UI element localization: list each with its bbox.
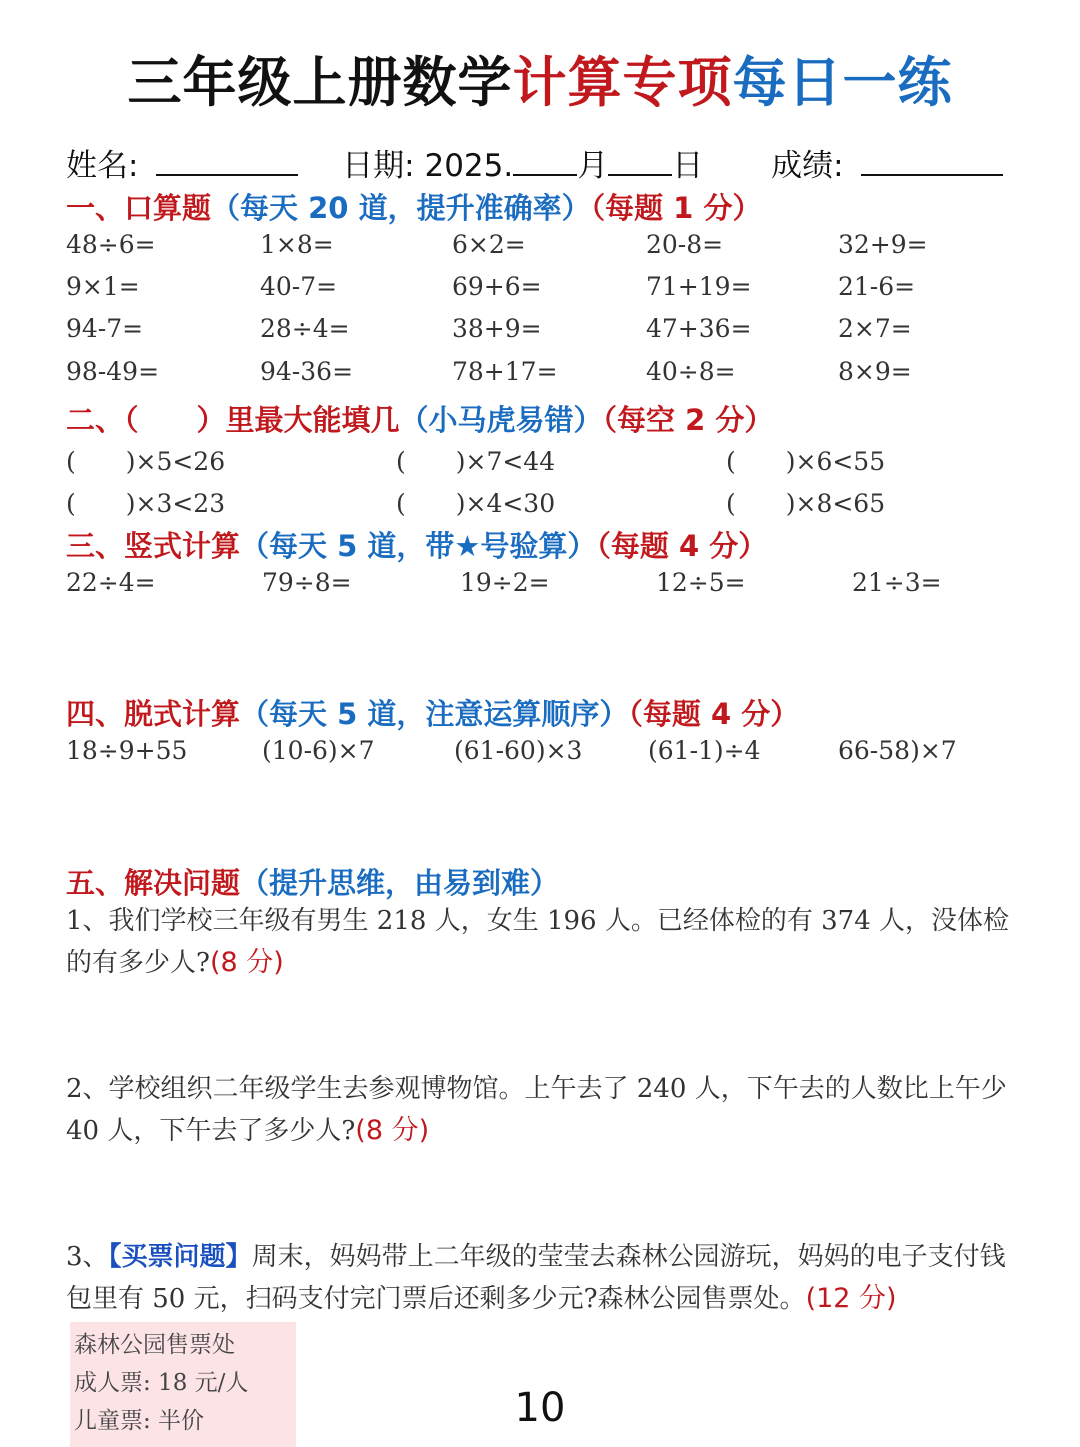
oral-problem: 28÷4= [260, 314, 350, 343]
stepwise-problem: (61-1)÷4 [648, 736, 761, 765]
fill-problem[interactable]: ( )×6<55 [726, 447, 886, 476]
vertical-problem: 12÷5= [656, 568, 746, 597]
fill-problem[interactable]: ( )×4<30 [396, 489, 556, 518]
oral-problem: 94-7= [66, 314, 144, 343]
section-fill-title: 二、（ ）里最大能填几 [66, 403, 400, 437]
name-blank[interactable] [156, 146, 298, 176]
word-problem-3-tag: 【买票问题】 [108, 1242, 252, 1272]
oral-problem: 2×7= [838, 314, 912, 343]
section-fill-score: （每空 2 分） [602, 403, 774, 437]
oral-problem: 78+17= [452, 357, 558, 386]
section-stepwise-title: 四、脱式计算 [66, 697, 241, 731]
section-vertical-desc: （每天 5 道，带★号验算） [240, 529, 597, 563]
word-problem-2-text: 2、学校组织二年级学生去参观博物馆。上午去了 240 人，下午去的人数比上午少 40 人，下午去了多少人? [66, 1074, 1007, 1146]
section-word-problems-heading [66, 861, 559, 902]
oral-problem: 9×1= [66, 272, 140, 301]
oral-row [66, 357, 1046, 397]
page-number: 10 [514, 1385, 566, 1431]
oral-problem: 1×8= [260, 230, 334, 259]
fill-row [66, 442, 1046, 482]
title-part-daily: 每日一练 [732, 51, 953, 114]
oral-problem: 40÷8= [646, 357, 736, 386]
section-fill-desc: （小马虎易错） [399, 403, 603, 437]
student-info-line [66, 140, 1026, 185]
fill-row [66, 484, 1046, 524]
score-blank[interactable] [861, 146, 1003, 176]
oral-problem: 71+19= [646, 272, 752, 301]
date-label: 日期: 2025. [342, 148, 514, 184]
vertical-problem: 79÷8= [262, 568, 352, 597]
section-oral-heading [66, 186, 761, 227]
vertical-row [66, 568, 1046, 608]
oral-problem: 6×2= [452, 230, 526, 259]
ticket-price-board [70, 1322, 296, 1447]
word-problem-1-score: (8 分) [209, 947, 284, 978]
ticket-child-price: 儿童票: 半价 [74, 1408, 205, 1434]
section-stepwise-score: （每题 4 分） [628, 697, 800, 731]
word-problem-3-prefix: 3、 [66, 1242, 109, 1272]
stepwise-problem: 66-58)×7 [838, 736, 957, 765]
page-title [0, 40, 1080, 117]
oral-problem: 48÷6= [66, 230, 156, 259]
score-label: 成绩: [771, 148, 844, 184]
section-vertical-title: 三、竖式计算 [66, 529, 241, 563]
oral-problem: 47+36= [646, 314, 752, 343]
word-problem-3 [66, 1236, 1016, 1320]
oral-row [66, 230, 1046, 270]
word-problem-1-text: 1、我们学校三年级有男生 218 人，女生 196 人。已经体检的有 374 人，没体检的有多少人? [66, 906, 1010, 978]
ticket-adult-price: 成人票: 18 元/人 [74, 1370, 249, 1396]
section-vertical-score: （每题 4 分） [596, 529, 768, 563]
oral-problem: 69+6= [452, 272, 542, 301]
oral-problem: 8×9= [838, 357, 912, 386]
stepwise-problem: (10-6)×7 [262, 736, 375, 765]
oral-row [66, 314, 1046, 354]
oral-problem: 32+9= [838, 230, 928, 259]
section-oral-title: 一、口算题 [66, 191, 212, 225]
title-part-grade: 三年级上册数学 [127, 51, 513, 114]
oral-problem: 40-7= [260, 272, 338, 301]
oral-problem: 20-8= [646, 230, 724, 259]
section-stepwise-heading [66, 692, 799, 733]
month-blank[interactable] [513, 146, 577, 176]
stepwise-row [66, 736, 1046, 776]
word-problem-2-score: (8 分) [355, 1115, 430, 1146]
section-word-problems-title: 五、解决问题 [66, 866, 241, 900]
title-part-topic: 计算专项 [512, 51, 733, 114]
stepwise-problem: (61-60)×3 [454, 736, 583, 765]
vertical-problem: 19÷2= [460, 568, 550, 597]
month-label: 月 [577, 148, 609, 184]
ticket-board-title: 森林公园售票处 [74, 1332, 235, 1358]
oral-problem: 98-49= [66, 357, 160, 386]
word-problem-3-score: (12 分) [805, 1283, 897, 1314]
section-oral-score: （每题 1 分） [590, 191, 762, 225]
vertical-problem: 21÷3= [852, 568, 942, 597]
word-problem-2 [66, 1068, 1016, 1152]
section-word-problems-desc: （提升思维，由易到难） [240, 866, 560, 900]
section-vertical-heading [66, 524, 767, 565]
fill-problem[interactable]: ( )×8<65 [726, 489, 886, 518]
word-problem-3-text: 周末，妈妈带上二年级的莹莹去森林公园游玩，妈妈的电子支付钱包里有 50 元，扫码支付完门票后还剩多少元?森林公园售票处。 [66, 1242, 1006, 1314]
vertical-problem: 22÷4= [66, 568, 156, 597]
day-blank[interactable] [608, 146, 672, 176]
fill-problem[interactable]: ( )×3<23 [66, 489, 226, 518]
name-label: 姓名: [66, 148, 139, 184]
oral-row [66, 272, 1046, 312]
oral-problem: 38+9= [452, 314, 542, 343]
stepwise-problem: 18÷9+55 [66, 736, 188, 765]
section-fill-heading [66, 398, 773, 439]
oral-problem: 21-6= [838, 272, 916, 301]
word-problem-1 [66, 900, 1016, 984]
oral-problem: 94-36= [260, 357, 354, 386]
fill-problem[interactable]: ( )×7<44 [396, 447, 556, 476]
day-label: 日 [672, 148, 704, 184]
section-oral-desc: （每天 20 道，提升准确率） [211, 191, 591, 225]
section-stepwise-desc: （每天 5 道，注意运算顺序） [240, 697, 629, 731]
fill-problem[interactable]: ( )×5<26 [66, 447, 226, 476]
